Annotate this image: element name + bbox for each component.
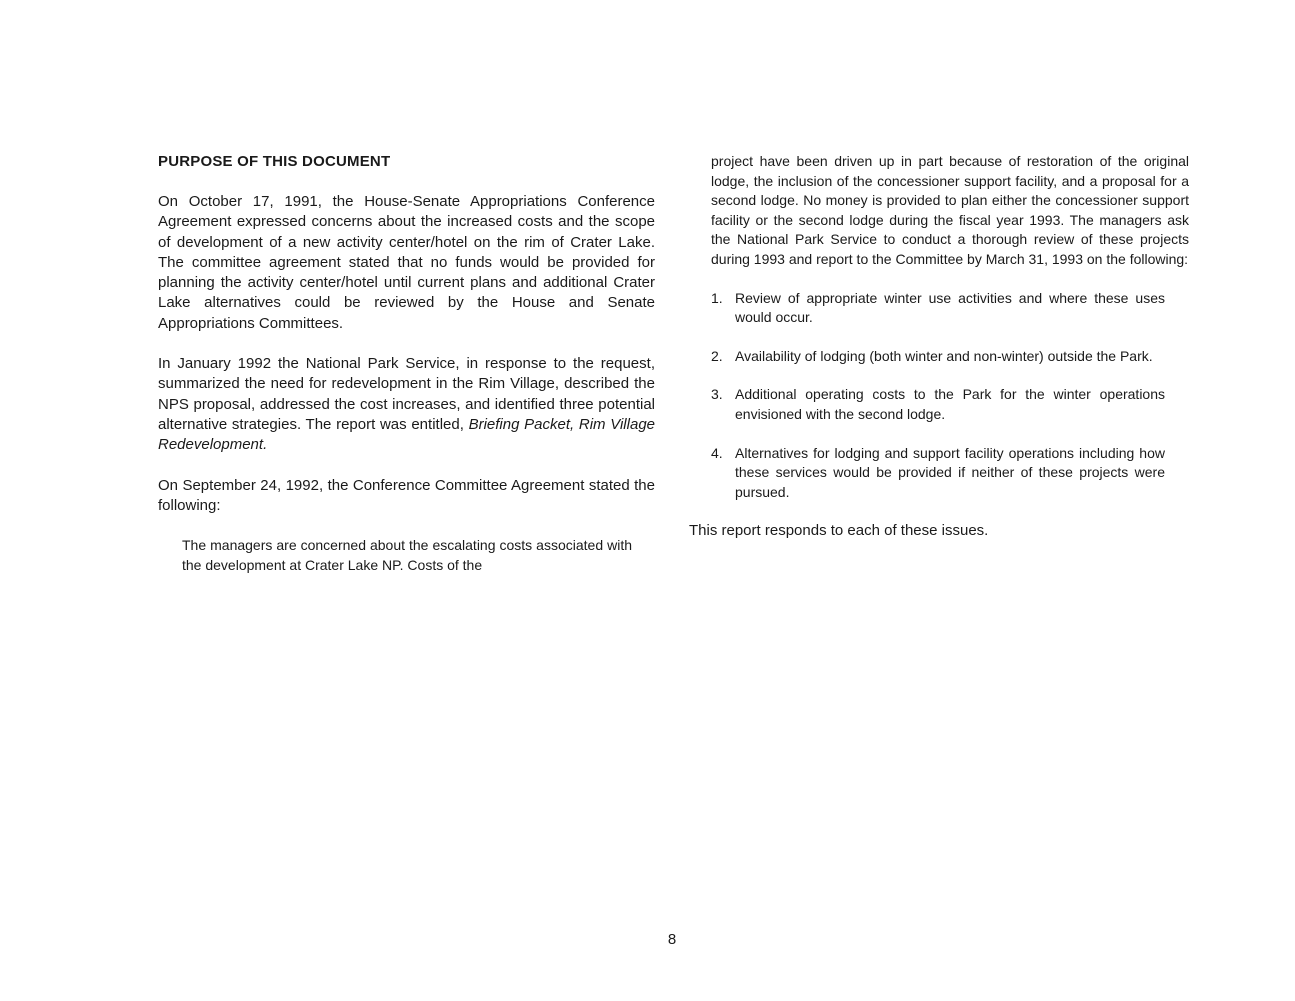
right-column [689,152,1189,541]
quote-start: The managers are concerned about the escalating costs associated with the development at Crater Lake NP. Costs of the [182,537,632,573]
report-title: Briefing Packet, Rim Village Redevelopment. [158,415,655,454]
quote-continuation: project have been driven up in part because of restoration of the original lodge, the inclusion of the concessioner support facility, and a proposal for a second lodge. No money is provided to plan either the concessioner support facility or the second lodge during the fiscal year 1993. The managers ask the National Park Service to conduct a thorough review of these projects during 1993 and report to the Committee by March 31, 1993 on the following: [711,153,1189,267]
list-item-number: 2. [711,347,723,364]
list-item-number: 1. [711,289,723,306]
page-number: 8 [667,931,677,948]
list-item-text: Additional operating costs to the Park for the winter operations envisioned with the second lodge. [735,386,1165,422]
numbered-list [711,289,1165,503]
section-heading: PURPOSE OF THIS DOCUMENT [158,153,391,170]
paragraph-january-1992-text: In January 1992 the National Park Service, in response to the request, summarized the need for redevelopment in the Rim Village, described the NPS proposal, addressed the cost increases, and identified three potential alternative strategies. The report was entitled, [158,355,655,433]
list-item-text: Review of appropriate winter use activities and where these uses would occur. [735,289,1165,326]
list-item [711,385,1165,424]
paragraph-conference-1991: On October 17, 1991, the House-Senate Appropriations Conference Agreement expressed concerns about the increased costs and the scope of development of a new activity center/hotel on the rim of Crater Lake. The committee agreement stated that no funds would be provided for planning the activity center/hotel until current plans and additional Crater Lake alternatives could be reviewed by the House and Senate Appropriations Committees. [158,193,655,332]
paragraph-september-1992: On September 24, 1992, the Conference Committee Agreement stated the following: [158,476,655,514]
list-item-text: Availability of lodging (both winter and non-winter) outside the Park. [735,347,1153,364]
list-item [711,347,1165,367]
list-item [711,289,1165,328]
left-column [158,152,655,575]
list-item-number: 3. [711,386,723,403]
list-item-text: Alternatives for lodging and support facility operations including how these services would be provided if neither of these projects were pursued. [735,444,1165,500]
paragraph-january-1992 [158,354,655,455]
closing-statement: This report responds to each of these issues. [689,522,989,540]
list-item-number: 4. [711,444,723,461]
list-item [711,444,1165,503]
